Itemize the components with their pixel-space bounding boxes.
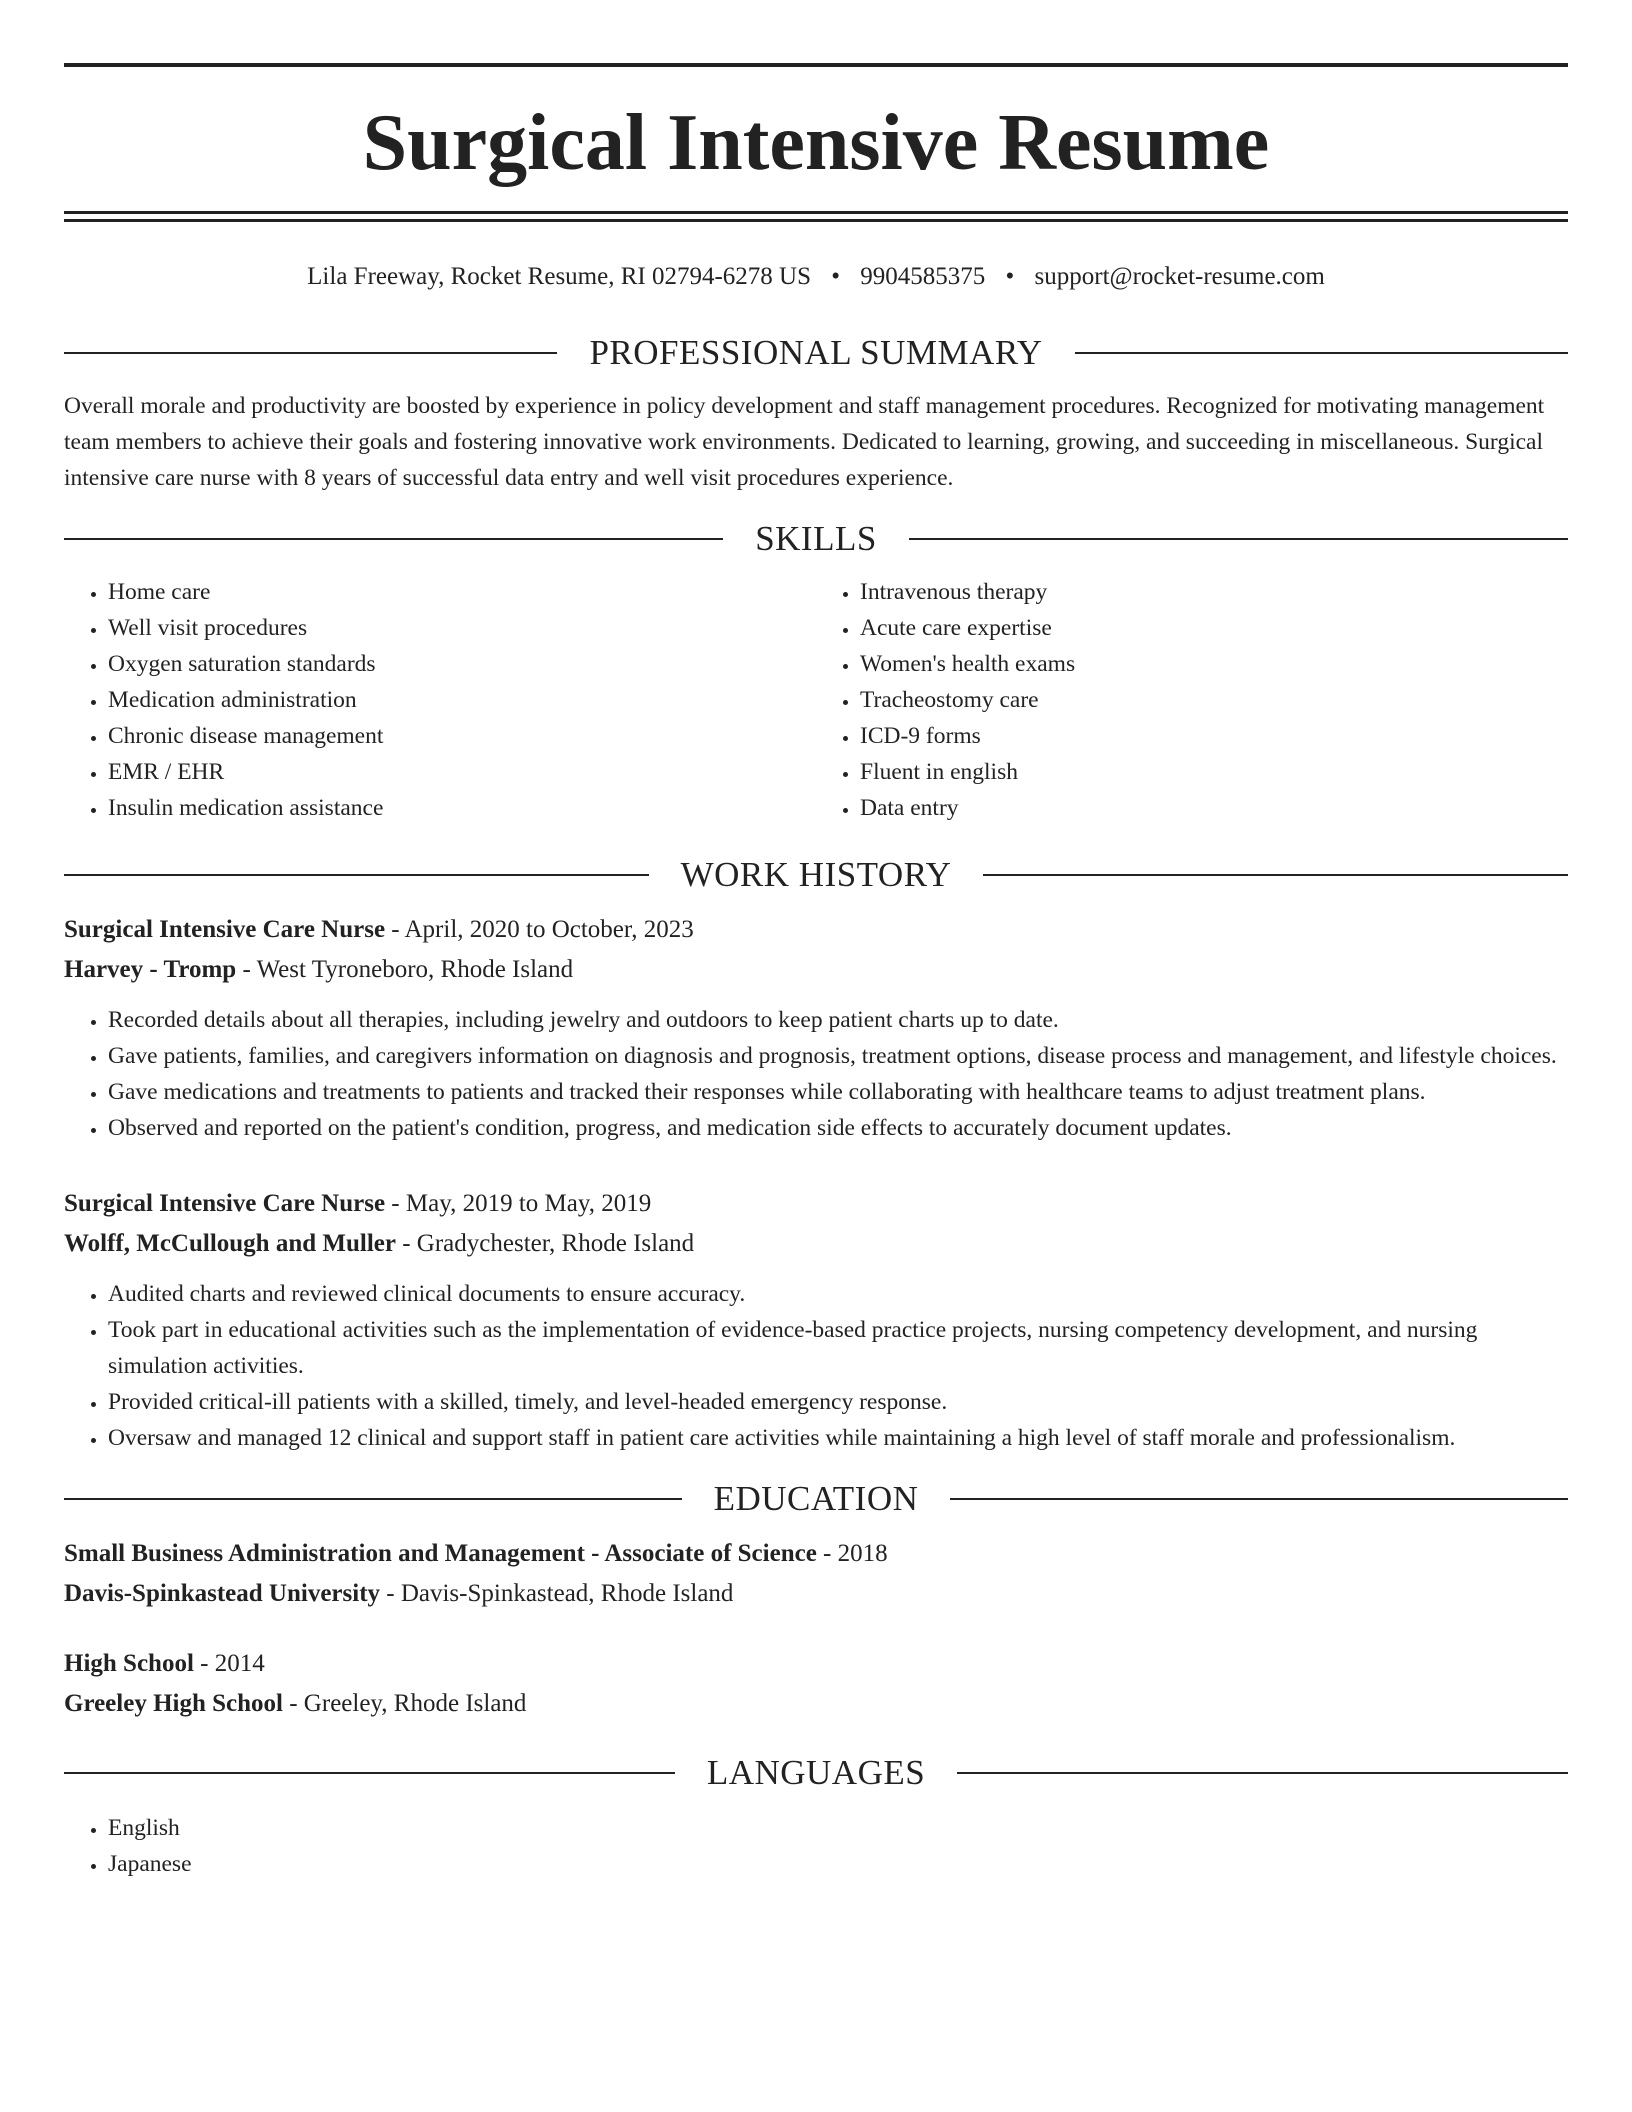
- summary-text: Overall morale and productivity are boosted by experience in policy development and staff management procedures. Recognized for motivating management team members to achieve their goals and fostering innovative work environments. Dedicated to learning, growing, and succeeding in miscellaneous. Surgical intensive care nurse with 8 years of successful data entry and well visit procedures experience.: [64, 393, 1545, 491]
- resume-title: Surgical Intensive Resume: [362, 99, 1270, 187]
- skill-item: • Tracheostomy care: [860, 682, 1568, 718]
- skill-item: • Medication administration: [108, 682, 816, 718]
- section-header-education: [64, 1476, 1568, 1522]
- job-company: Wolff, McCullough and Muller: [64, 1230, 396, 1257]
- job-dates: - April, 2020 to October, 2023: [385, 916, 694, 943]
- education-school: Davis-Spinkastead University: [64, 1580, 381, 1607]
- section-title: EDUCATION: [713, 1479, 919, 1518]
- education-degree-line: [64, 1534, 1568, 1574]
- job-location: - Gradychester, Rhode Island: [395, 1230, 695, 1257]
- job-entry: [64, 910, 1568, 1146]
- skill-item: • Well visit procedures: [108, 610, 816, 646]
- job-bullets: [64, 1276, 1568, 1456]
- education-location: - Greeley, Rhode Island: [282, 1690, 527, 1717]
- job-bullets: [64, 1002, 1568, 1146]
- section-rule: [64, 1772, 675, 1774]
- education-degree: Small Business Administration and Management - Associate of Science: [64, 1540, 817, 1567]
- section-rule: [909, 538, 1568, 540]
- contact-line: [64, 260, 1568, 294]
- contact-separator: •: [1005, 263, 1015, 290]
- language-item: • Japanese: [108, 1846, 1568, 1882]
- skill-item: • Intravenous therapy: [860, 574, 1568, 610]
- skills-list-left: [64, 574, 816, 826]
- job-company-line: [64, 1224, 1568, 1264]
- contact-phone: 9904585375: [860, 263, 986, 290]
- job-location: - West Tyroneboro, Rhode Island: [236, 956, 574, 983]
- job-bullet: • Recorded details about all therapies, including jewelry and outdoors to keep patient charts up to date.: [108, 1002, 1568, 1038]
- job-company: Harvey - Tromp: [64, 956, 237, 983]
- job-company-line: [64, 950, 1568, 990]
- education-year: - 2014: [193, 1650, 265, 1677]
- section-title: LANGUAGES: [706, 1753, 926, 1792]
- job-bullet: • Provided critical-ill patients with a skilled, timely, and level-headed emergency response.: [108, 1384, 1568, 1420]
- section-rule: [64, 1498, 682, 1500]
- language-item: • English: [108, 1810, 1568, 1846]
- resume-content: [64, 63, 1568, 1882]
- job-bullet: • Audited charts and reviewed clinical documents to ensure accuracy.: [108, 1276, 1568, 1312]
- education-location: - Davis-Spinkastead, Rhode Island: [380, 1580, 734, 1607]
- skill-item: • ICD-9 forms: [860, 718, 1568, 754]
- job-title: Surgical Intensive Care Nurse: [64, 1190, 386, 1217]
- skill-item: • Oxygen saturation standards: [108, 646, 816, 682]
- contact-separator: •: [831, 263, 841, 290]
- skill-item: • Fluent in english: [860, 754, 1568, 790]
- education-entry: [64, 1644, 1568, 1724]
- section-header-languages: [64, 1750, 1568, 1796]
- section-rule: [64, 352, 557, 354]
- section-rule: [64, 874, 649, 876]
- job-bullet: • Took part in educational activities such as the implementation of evidence-based practice projects, nursing competency development, and nursing simulation activities.: [108, 1312, 1568, 1384]
- education-school: Greeley High School: [64, 1690, 283, 1717]
- skill-item: • Data entry: [860, 790, 1568, 826]
- job-bullet: • Gave medications and treatments to patients and tracked their responses while collaborating with healthcare teams to adjust treatment plans.: [108, 1074, 1568, 1110]
- skill-item: • Insulin medication assistance: [108, 790, 816, 826]
- job-title: Surgical Intensive Care Nurse: [64, 916, 386, 943]
- contact-address: Lila Freeway, Rocket Resume, RI 02794-6278 US: [307, 263, 812, 290]
- section-rule: [64, 538, 723, 540]
- education-entry: [64, 1534, 1568, 1614]
- skill-item: • Women's health exams: [860, 646, 1568, 682]
- job-bullet: • Oversaw and managed 12 clinical and support staff in patient care activities while maintaining a high level of staff morale and professionalism.: [108, 1420, 1568, 1456]
- section-header-summary: [64, 330, 1568, 376]
- job-entry: [64, 1184, 1568, 1456]
- skills-columns: [64, 574, 1568, 826]
- education-school-line: [64, 1684, 1568, 1724]
- education-school-line: [64, 1574, 1568, 1614]
- skills-list-right: [816, 574, 1568, 826]
- section-title: WORK HISTORY: [680, 855, 952, 894]
- job-title-line: [64, 1184, 1568, 1224]
- job-bullet: • Observed and reported on the patient's condition, progress, and medication side effects to accurately document updates.: [108, 1110, 1568, 1146]
- education-degree-line: [64, 1644, 1568, 1684]
- section-rule: [1075, 352, 1568, 354]
- section-header-skills: [64, 516, 1568, 562]
- title-double-rule: [64, 211, 1568, 222]
- skill-item: • Chronic disease management: [108, 718, 816, 754]
- section-header-work: [64, 852, 1568, 898]
- job-bullet: • Gave patients, families, and caregivers information on diagnosis and prognosis, treatment options, disease process and management, and lifestyle choices.: [108, 1038, 1568, 1074]
- languages-list: [64, 1810, 1568, 1882]
- job-dates: - May, 2019 to May, 2019: [385, 1190, 652, 1217]
- skill-item: • Home care: [108, 574, 816, 610]
- education-year: - 2018: [816, 1540, 888, 1567]
- section-title: SKILLS: [755, 519, 877, 558]
- job-title-line: [64, 910, 1568, 950]
- skill-item: • Acute care expertise: [860, 610, 1568, 646]
- contact-email: support@rocket-resume.com: [1034, 263, 1325, 290]
- top-rule: [64, 63, 1568, 67]
- section-title: PROFESSIONAL SUMMARY: [589, 333, 1043, 372]
- section-rule: [957, 1772, 1568, 1774]
- section-rule: [950, 1498, 1568, 1500]
- skill-item: • EMR / EHR: [108, 754, 816, 790]
- education-degree: High School: [64, 1650, 194, 1677]
- section-rule: [983, 874, 1568, 876]
